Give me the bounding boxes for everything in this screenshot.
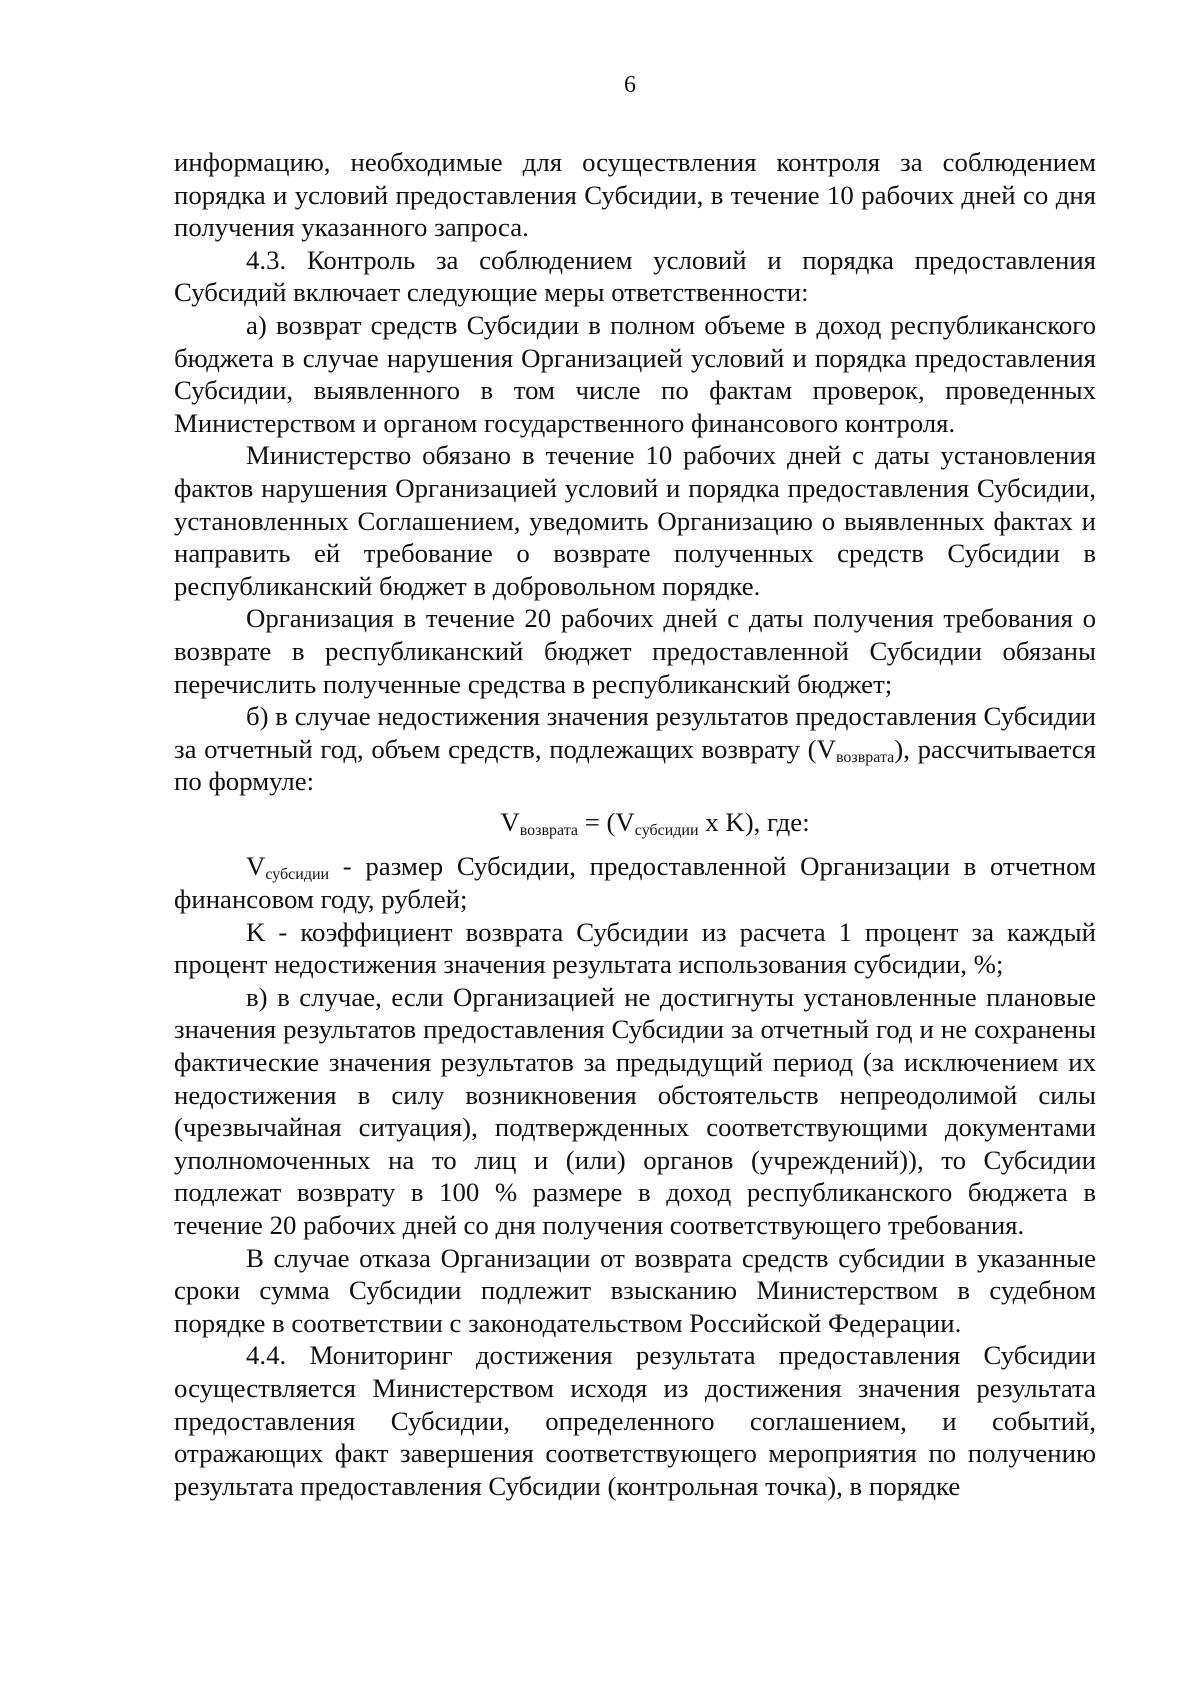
formula-rhs-subscript: субсидии (634, 821, 699, 839)
definition-text: - размер Субсидии, предоставленной Организации в отчетном финансовом году, рублей; (174, 851, 1096, 915)
item-b-text: б) в случае недостижения значения результатов предоставления Субсидии за отчетный год, объем средств, подлежащих возврату (V (174, 701, 1096, 764)
item-b-end: ), рассчитывается по формуле: (174, 733, 1096, 797)
definition-subscript: субсидии (265, 866, 330, 884)
paragraph-item-v: в) в случае, если Организацией не достигнуты установленные плановые значения результатов предоставления Субсидии за отчетный год и не сохранены фактические значения результатов за предыдущий период (за исключением их недостижения в силу возникновения обстоятельств непреодолимой силы (чрезвычайная ситуация), подтвержденных соответствующими документами уполномоченных на то лиц и (или) органов (учреждений)), то Субсидии подлежат возврату в 100 % размере в доход республиканского бюджета в течение 20 рабочих дней со дня получения соответствующего требования. (174, 981, 1096, 1240)
formula-tail: x K), где: (698, 806, 810, 837)
paragraph-definition-v (174, 850, 1096, 915)
paragraph-definition-k: K - коэффициент возврата Субсидии из расчета 1 процент за каждый процент недостижения значения результата использования субсидии, %; (174, 916, 1096, 980)
paragraph-item-b (174, 700, 1096, 798)
page-number: 6 (624, 72, 636, 98)
item-b-subscript: возврата (835, 748, 895, 766)
formula-middle: = (V (578, 806, 635, 837)
document-body (174, 146, 1096, 1502)
definition-symbol: V (246, 851, 266, 882)
paragraph-item-a: а) возврат средств Субсидии в полном объеме в доход республиканского бюджета в случае нарушения Организацией условий и порядка предоставления Субсидии, выявленного в том числе по фактам проверок, проведенных Министерством и органом государственного финансового контроля. (174, 309, 1096, 438)
formula-lhs-symbol: V (500, 806, 520, 837)
paragraph-4-3: 4.3. Контроль за соблюдением условий и порядка предоставления Субсидий включает следующие меры ответственности: (174, 244, 1096, 308)
paragraph-refusal: В случае отказа Организации от возврата средств субсидии в указанные сроки сумма Субсидии подлежит взысканию Министерством в судебном порядке в соответствии с законодательством Российской Федерации. (174, 1242, 1096, 1338)
formula-lhs-subscript: возврата (519, 821, 578, 839)
paragraph-ministry-obligation: Министерство обязано в течение 10 рабочих дней с даты установления фактов нарушения Организацией условий и порядка предоставления Субсидии, установленных Соглашением, уведомить Организацию о выявленных фактах и направить ей требование о возврате полученных средств Субсидии в республиканский бюджет в добровольном порядке. (174, 440, 1096, 601)
paragraph-organization-obligation: Организация в течение 20 рабочих дней с даты получения требования о возврате в республиканский бюджет предоставленной Субсидии обязаны перечислить полученные средства в республиканский бюджет; (174, 603, 1096, 699)
paragraph-4-4: 4.4. Мониторинг достижения результата предоставления Субсидии осуществляется Министерством исходя из достижения значения результата предоставления Субсидии, определенного соглашением, и событий, отражающих факт завершения соответствующего мероприятия по получению результата предоставления Субсидии (контрольная точка), в порядке (174, 1340, 1096, 1501)
formula (174, 806, 1096, 839)
paragraph-1: информацию, необходимые для осуществления контроля за соблюдением порядка и условий предоставления Субсидии, в течение 10 рабочих дней со дня получения указанного запроса. (174, 147, 1096, 243)
